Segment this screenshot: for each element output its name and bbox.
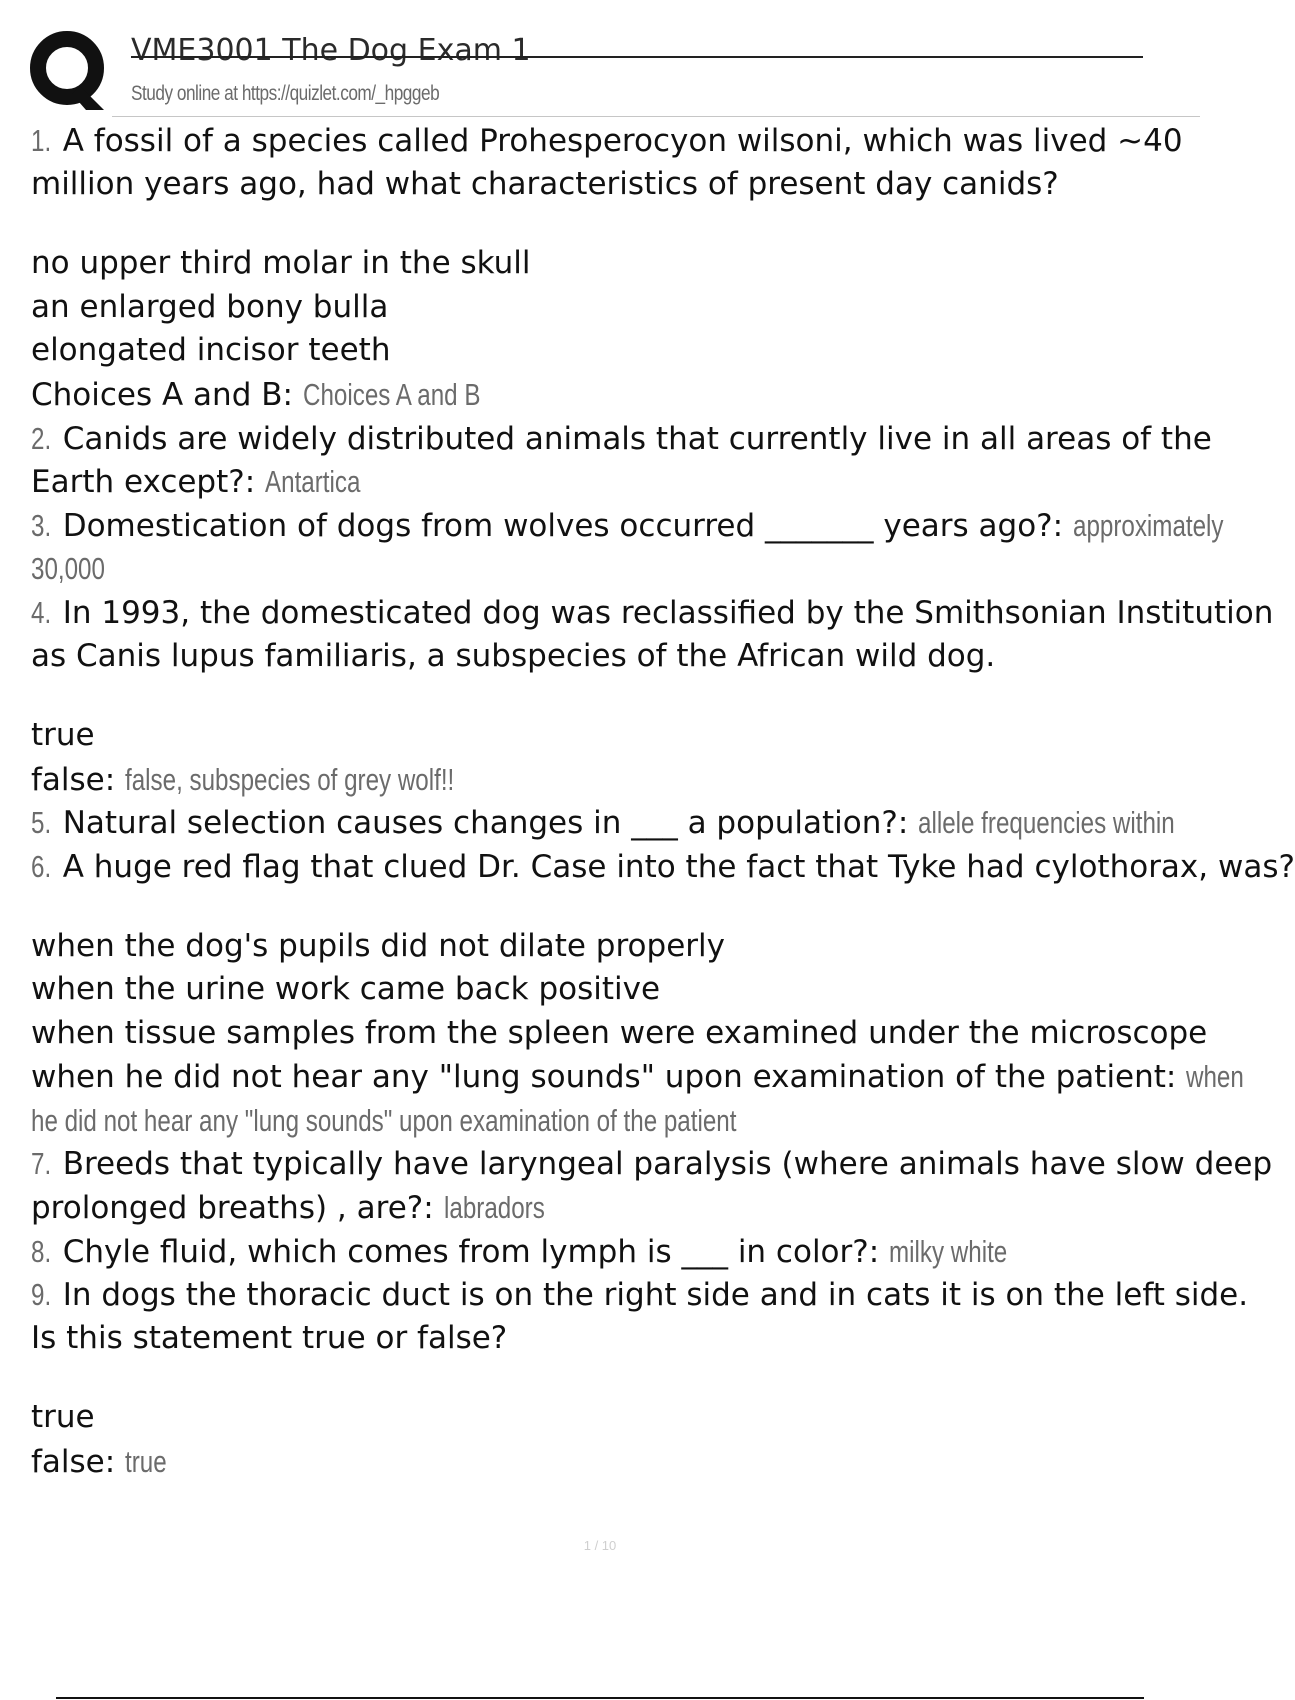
- document-title: VME3001 The Dog Exam 1: [131, 33, 531, 68]
- text-line: [31, 329, 1200, 373]
- text-line: [31, 758, 1200, 802]
- line-text: In 1993, the domesticated dog was reclassified by the Smithsonian Institution: [62, 594, 1274, 631]
- question-number: 2.: [31, 420, 52, 456]
- study-online-link[interactable]: Study online at https://quizlet.com/_hpggeb: [131, 82, 440, 105]
- blank-spacer: [31, 678, 1200, 714]
- line-text: Breeds that typically have laryngeal paralysis (where animals have slow deep: [62, 1146, 1273, 1183]
- line-text: Canids are widely distributed animals that currently live in all areas of the: [62, 420, 1212, 457]
- answer-text: false, subspecies of grey wolf!!: [125, 761, 455, 797]
- line-text: elongated incisor teeth: [31, 332, 391, 369]
- line-text: false:: [31, 1444, 116, 1481]
- flashcard-list: [31, 119, 1295, 1519]
- bottom-divider: [56, 1697, 1144, 1699]
- line-text: when he did not hear any "lung sounds" upon examination of the patient:: [31, 1059, 1177, 1096]
- line-text: Choices A and B:: [31, 376, 293, 413]
- blank-spacer: [31, 206, 1200, 242]
- text-line: [31, 635, 1200, 679]
- text-line: [31, 242, 1200, 286]
- line-text: Is this statement true or false?: [31, 1319, 508, 1356]
- text-line: [31, 163, 1200, 207]
- line-text: Chyle fluid, which comes from lymph is ___ in color?:: [62, 1233, 880, 1270]
- text-line: [31, 1099, 1200, 1143]
- text-line: [31, 460, 1200, 504]
- line-text: an enlarged bony bulla: [31, 288, 389, 325]
- line-text: when the dog's pupils did not dilate properly: [31, 927, 725, 964]
- line-text: Domestication of dogs from wolves occurred _______ years ago?:: [62, 507, 1064, 544]
- question-number: 6.: [31, 848, 52, 884]
- text-line: [31, 119, 1200, 163]
- text-line: [31, 1440, 1200, 1484]
- answer-text: Choices A and B: [302, 376, 481, 412]
- text-line: [31, 591, 1274, 635]
- text-line: [31, 1396, 1200, 1440]
- answer-text: approximately: [1072, 507, 1224, 543]
- line-text: million years ago, had what characteristics of present day canids?: [31, 165, 1059, 202]
- text-line: [31, 373, 1200, 417]
- question-number: 8.: [31, 1233, 52, 1269]
- text-line: [31, 801, 1200, 845]
- question-number: 3.: [31, 507, 52, 543]
- text-line: [31, 925, 1200, 969]
- line-text: when the urine work came back positive: [31, 971, 661, 1008]
- line-text: as Canis lupus familiaris, a subspecies of the African wild dog.: [31, 637, 996, 674]
- text-line: [31, 1317, 1200, 1361]
- answer-text: allele frequencies within: [918, 805, 1175, 841]
- line-text: true: [31, 717, 95, 754]
- answer-text: milky white: [889, 1233, 1008, 1269]
- line-text: In dogs the thoracic duct is on the right side and in cats it is on the left side.: [62, 1277, 1249, 1314]
- text-line: [31, 1012, 1208, 1056]
- answer-text: Antartica: [265, 464, 361, 500]
- question-number: 5.: [31, 805, 52, 841]
- text-line: [31, 547, 1200, 591]
- title-strike-line: [131, 56, 1143, 58]
- line-text: when tissue samples from the spleen were examined under the microscope: [31, 1014, 1208, 1051]
- text-line: [31, 845, 1295, 889]
- line-text: Natural selection causes changes in ___ a population?:: [62, 805, 909, 842]
- question-number: 9.: [31, 1277, 52, 1313]
- text-line: [31, 714, 1200, 758]
- header-divider: [112, 116, 1200, 117]
- question-number: 7.: [31, 1146, 52, 1182]
- line-text: no upper third molar in the skull: [31, 245, 531, 282]
- text-line: [31, 968, 1200, 1012]
- line-text: A huge red flag that clued Dr. Case into the fact that Tyke had cylothorax, was?: [62, 848, 1295, 885]
- text-line: [31, 417, 1212, 461]
- answer-text: when: [1186, 1059, 1245, 1095]
- blank-spacer: [31, 889, 1200, 925]
- line-text: prolonged breaths) , are?:: [31, 1190, 434, 1227]
- blank-spacer: [31, 1360, 1200, 1396]
- page-number: 1 / 10: [583, 1538, 617, 1553]
- line-text: Earth except?:: [31, 464, 256, 501]
- text-line: [31, 1142, 1273, 1186]
- answer-text: labradors: [443, 1190, 545, 1226]
- answer-text: he did not hear any "lung sounds" upon examination of the patient: [31, 1102, 737, 1138]
- line-text: A fossil of a species called Prohesperocyon wilsoni, which was lived ~40: [62, 123, 1183, 159]
- question-number: 1.: [31, 123, 52, 158]
- text-line: [31, 1186, 1200, 1230]
- text-line: [31, 1055, 1245, 1099]
- line-text: false:: [31, 761, 116, 798]
- answer-text: 30,000: [31, 551, 105, 587]
- quizlet-logo-icon: [30, 30, 112, 112]
- document-header: [0, 0, 1200, 118]
- text-line: [31, 1230, 1200, 1274]
- text-line: [31, 286, 1200, 330]
- answer-text: true: [125, 1444, 167, 1480]
- question-number: 4.: [31, 594, 52, 630]
- line-text: true: [31, 1399, 95, 1436]
- text-line: [31, 504, 1224, 548]
- text-line: [31, 1273, 1249, 1317]
